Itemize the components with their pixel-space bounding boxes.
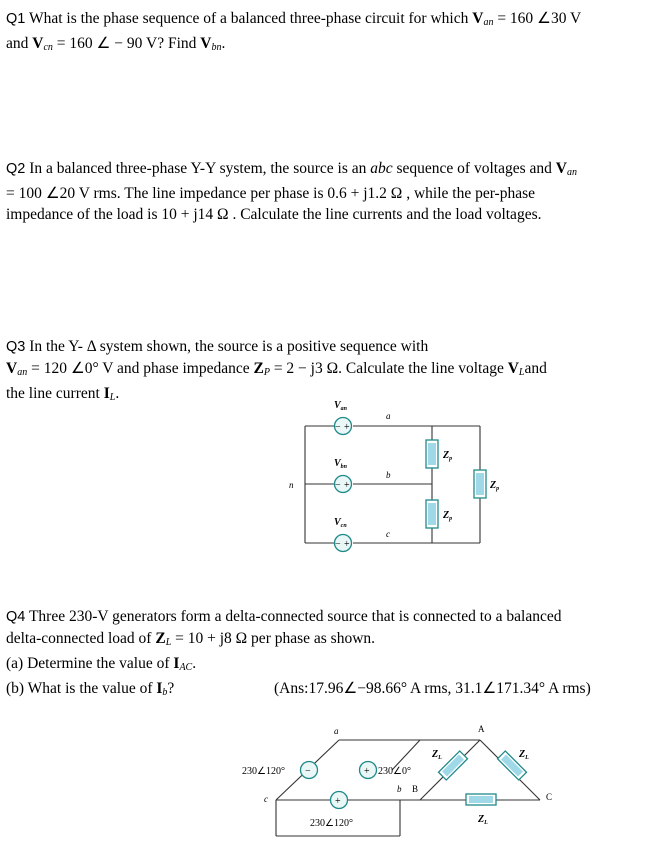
q4-zl-sub: L — [165, 637, 172, 648]
q3-and: and — [524, 360, 547, 377]
q3-vl-symbol: V — [507, 360, 519, 377]
q4-part-a: (a) Determine the value of — [6, 655, 170, 672]
q2-text-b: sequence of voltages and — [396, 160, 552, 177]
q3-node-b: b — [386, 470, 391, 480]
q4-label: Q4 — [6, 609, 26, 625]
q1-van-value: = 160 ∠30 V — [497, 10, 582, 27]
q1-vcn-value: = 160 ∠ − 90 V? Find — [56, 35, 197, 52]
q3-label-zp-2: $Z_p$ — [443, 510, 453, 522]
q4-src1-label: 230∠120° — [242, 766, 285, 777]
q3-label-van: $V_{an}$ — [334, 400, 348, 412]
q3-il-symbol: I — [103, 385, 110, 402]
q1-period: . — [221, 35, 226, 52]
q1-van-sub: an — [483, 17, 494, 28]
q4-text-b: = 10 + j8 Ω per phase as shown. — [175, 630, 376, 647]
q1-vcn-symbol: V — [32, 35, 44, 52]
q2-abc: abc — [370, 160, 393, 177]
q3-z-sub: P — [263, 367, 270, 378]
q4-iac-symbol: I — [173, 655, 180, 672]
q4-label-zl-2: $Z_L$ — [519, 749, 529, 761]
q4-src2-label: 230∠0° — [378, 766, 411, 777]
q4-node-c: c — [264, 794, 268, 804]
q1-and: and — [6, 35, 29, 52]
q2-line-3: impedance of the load is 10 + j14 Ω . Calculate the line currents and the load voltages. — [6, 206, 542, 223]
q3-text-c: the line current — [6, 385, 100, 402]
q1-text: What is the phase sequence of a balanced three-phase circuit for which — [28, 10, 469, 27]
q4-period: . — [192, 655, 197, 672]
q3-text-b: = 2 − j3 Ω. Calculate the line voltage — [273, 360, 504, 377]
q3-label: Q3 — [6, 339, 26, 355]
q2-line-2: = 100 ∠20 V rms. The line impedance per phase is 0.6 + j1.2 Ω , while the per-phase — [6, 185, 536, 202]
q3-src-a-plus: + — [344, 422, 350, 433]
q1-vcn-sub: cn — [43, 42, 53, 53]
q3-v-sub: an — [17, 367, 28, 378]
q3-text: In the Y- Δ system shown, the source is a positive sequence with — [29, 338, 429, 355]
q3-vl-sub: L — [518, 367, 525, 378]
q3-node-n: n — [289, 480, 294, 490]
q1-van-symbol: V — [472, 10, 484, 27]
q4-part-b: (b) What is the value of — [6, 680, 153, 697]
q3-label-vbn: $V_{bn}$ — [334, 458, 348, 470]
q3-text-a: = 120 ∠0° V and phase impedance — [31, 360, 250, 377]
q1-vbn-sub: bn — [211, 42, 222, 53]
q3-node-a: a — [386, 411, 391, 421]
q4-iac-sub: AC — [179, 662, 193, 673]
q4-label-zl-1: $Z_L$ — [432, 749, 442, 761]
q4-node-C: C — [546, 792, 553, 802]
q4-node-B: B — [412, 784, 419, 794]
q3-node-c: c — [386, 529, 390, 539]
q4-text-a: delta-connected load of — [6, 630, 152, 647]
q4-zl-symbol: Z — [155, 630, 166, 647]
q2-van-sub: an — [566, 167, 577, 178]
q2-van-symbol: V — [555, 160, 567, 177]
q3-src-b-plus: + — [344, 480, 350, 491]
q2-text-a: In a balanced three-phase Y-Y system, the source is an — [29, 160, 367, 177]
q3-src-c-minus: − — [335, 539, 341, 550]
q4-node-a: a — [334, 726, 339, 736]
q4-question-mark: ? — [167, 680, 175, 697]
q4-ib-sub: b — [162, 687, 168, 698]
q3-src-c-plus: + — [344, 539, 350, 550]
q1-label: Q1 — [6, 11, 26, 27]
q4-src2-plus: + — [364, 766, 370, 777]
q4-src3-plus: + — [335, 796, 341, 807]
q3-il-sub: L — [109, 392, 116, 403]
q3-z-symbol: Z — [253, 360, 264, 377]
q2-label: Q2 — [6, 161, 26, 177]
q4-answer: (Ans:17.96∠−98.66° A rms, 31.1∠171.34° A rms) — [274, 680, 591, 697]
q3-src-a-minus: − — [335, 422, 341, 433]
q3-label-vcn: $V_{cn}$ — [334, 517, 347, 529]
q4-text: Three 230-V generators form a delta-connected source that is connected to a balanced — [28, 608, 562, 625]
q3-src-b-minus: − — [335, 480, 341, 491]
q4-src1-minus: − — [305, 766, 311, 777]
q4-src3-label: 230∠120° — [310, 818, 353, 829]
q4-node-A: A — [478, 724, 485, 734]
q4-node-b: b — [397, 784, 402, 794]
q3-label-zp-3: $Z_p$ — [490, 480, 500, 492]
q4-ib-symbol: I — [156, 680, 163, 697]
q3-label-zp-1: $Z_p$ — [443, 450, 453, 462]
q4-label-zl-3: $Z_L$ — [478, 814, 488, 826]
q3-v-symbol: V — [6, 360, 18, 377]
q3-period: . — [115, 385, 120, 402]
q1-vbn-symbol: V — [200, 35, 212, 52]
